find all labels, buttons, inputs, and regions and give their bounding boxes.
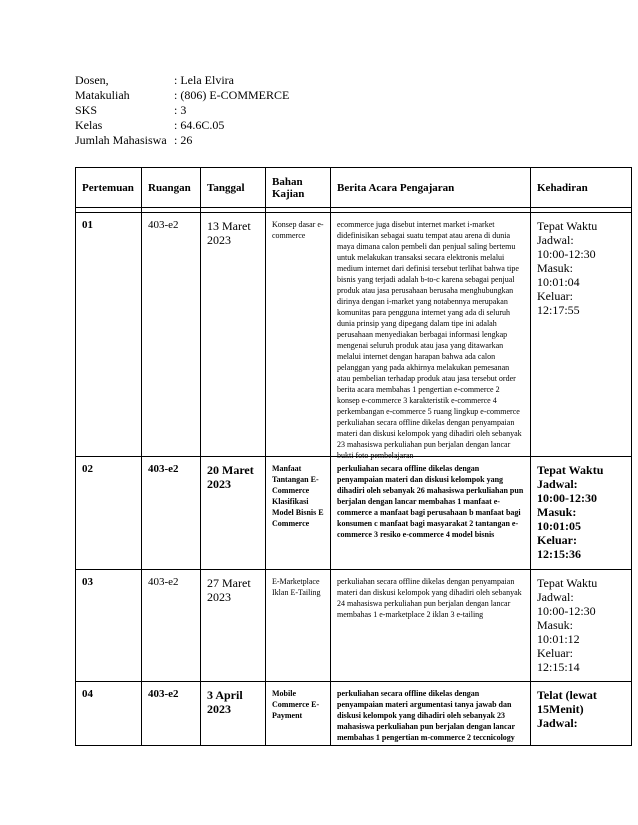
info-value: : 3 xyxy=(174,103,187,117)
attendance-out: 12:17:55 xyxy=(537,303,580,317)
info-row-lecturer xyxy=(75,73,289,88)
cell-room xyxy=(142,457,201,570)
cell-attendance xyxy=(531,457,632,570)
cell-news xyxy=(331,457,531,570)
meeting-number: 03 xyxy=(82,576,93,588)
news: perkuliahan secara offline dikelas dengan penyampaian materi dan diskusi kelompok yang dihadiri oleh sebanyak 26 mahasiswa perkuliahan pun berjalan dengan lancar membahas 1 manfaat e-commerce a manfaat bagi perusahaan b manfaat bagi konsumen c manfaat bagi masyarakat 2 tantangan e-commerce 3 resiko e-commerce 4 model bisnis xyxy=(337,464,524,539)
attendance-schedule: 10:00-12:30 xyxy=(537,604,596,618)
attendance-out-label: Keluar: xyxy=(537,289,573,303)
room: 403-e2 xyxy=(148,688,179,700)
info-label: Jumlah Mahasiswa xyxy=(75,133,167,147)
header-date: Tanggal xyxy=(201,168,266,208)
info-row-students xyxy=(75,133,289,148)
info-value: : (806) E-COMMERCE xyxy=(174,88,290,102)
cell-material xyxy=(266,570,331,682)
room: 403-e2 xyxy=(148,219,179,231)
cell-date xyxy=(201,570,266,682)
attendance-status: Telat (lewat xyxy=(537,688,597,702)
attendance-in-label: Masuk: xyxy=(537,505,577,519)
teaching-journal-table xyxy=(75,167,632,746)
news: perkuliahan secara offline dikelas dengan penyampaian materi argumentasi tanya jawab dan diskusi kelompok yang dihadiri oleh sebanyak 23 mahasiswa perkuliahan pun berjalan dengan lancar membahas 1 pengertian m-commerce 2 teccnicology xyxy=(337,689,515,742)
header-room: Ruangan xyxy=(142,168,201,208)
attendance-schedule-label: Jadwal: xyxy=(537,716,578,730)
attendance xyxy=(531,682,631,732)
attendance-in: 10:01:05 xyxy=(537,519,581,533)
cell-room xyxy=(142,213,201,457)
meeting-number: 02 xyxy=(82,463,93,475)
cell-material xyxy=(266,682,331,746)
cell-room xyxy=(142,570,201,682)
room: 403-e2 xyxy=(148,576,179,588)
info-label: Dosen, xyxy=(75,73,109,87)
attendance-schedule: 10:00-12:30 xyxy=(537,247,596,261)
attendance-in-label: Masuk: xyxy=(537,261,573,275)
attendance-status: Tepat Waktu xyxy=(537,219,598,233)
table-row xyxy=(76,213,632,457)
table-row xyxy=(76,682,632,746)
material: Mobile Commerce E-Payment xyxy=(272,689,320,720)
meeting-number: 04 xyxy=(82,688,93,700)
cell-attendance xyxy=(531,570,632,682)
cell-material xyxy=(266,213,331,457)
attendance-in: 10:01:12 xyxy=(537,632,580,646)
cell-news xyxy=(331,682,531,746)
material: E-Marketplace Iklan E-Tailing xyxy=(272,577,321,597)
attendance-in: 10:01:04 xyxy=(537,275,580,289)
date: 20 Maret 2023 xyxy=(207,463,254,491)
cell-news xyxy=(331,570,531,682)
info-value: : 64.6C.05 xyxy=(174,118,225,132)
info-row-course xyxy=(75,88,289,103)
table-row xyxy=(76,570,632,682)
date: 27 Maret 2023 xyxy=(207,576,251,604)
cell-date xyxy=(201,457,266,570)
attendance-schedule-label: Jadwal: xyxy=(537,477,578,491)
cell-meeting xyxy=(76,570,142,682)
cell-date xyxy=(201,682,266,746)
cell-room xyxy=(142,682,201,746)
info-value: : Lela Elvira xyxy=(174,73,234,87)
attendance xyxy=(531,570,631,676)
attendance-status: Tepat Waktu xyxy=(537,463,604,477)
info-label: Matakuliah xyxy=(75,88,130,102)
material: Manfaat Tantangan E-Commerce Klasifikasi Model Bisnis E Commerce xyxy=(272,464,324,528)
cell-news xyxy=(331,213,531,460)
attendance xyxy=(531,457,631,563)
cell-attendance xyxy=(531,213,632,457)
news: perkuliahan secara offline dikelas dengan penyampaian materi dan diskusi kelompok yang dihadiri oleh sebanyak 24 mahasiswa perkuliahan pun berjalan dengan lancar membahas 1 e-marketplace 2 iklan 3 e-tailing xyxy=(337,577,522,619)
cell-material xyxy=(266,457,331,570)
attendance-schedule-label: Jadwal: xyxy=(537,590,574,604)
attendance xyxy=(531,213,631,319)
info-row-class xyxy=(75,118,289,133)
cell-attendance xyxy=(531,682,632,746)
info-label: Kelas xyxy=(75,118,103,132)
cell-date xyxy=(201,213,266,457)
attendance-schedule-label: Jadwal: xyxy=(537,233,574,247)
room: 403-e2 xyxy=(148,463,179,475)
header-attendance: Kehadiran xyxy=(531,168,632,208)
table-header-row xyxy=(76,168,632,208)
info-value: : 26 xyxy=(174,133,193,147)
header-material: Bahan Kajian xyxy=(266,168,331,208)
table-row xyxy=(76,457,632,570)
attendance-out-label: Keluar: xyxy=(537,646,573,660)
info-label: SKS xyxy=(75,103,98,117)
header-news: Berita Acara Pengajaran xyxy=(331,168,531,208)
news: ecommerce juga disebut internet market i-market didefinisikan sebagai suatu tempat atau arena di dunia maya dimana calon pembeli dan penjual saling bertemu untuk melakukan transaksi secara elektronis melalui medium internet dari definisi tersebut terlihat bahwa tipe bisnis yang terjadi adalah b-to-c karena sebagai penjual produk atau jasa perusahaan berusaha menghubungkan dirinya dengan i-market yang notabennya merupakan komunitas para pengguna internet yang ada di seluruh dunia prinsip yang dipegang dalam tipe ini adalah perusahaan menyediakan berbagai informasi lengkap mengenai seluruh produk atau jasa yang ditawarkan melalui internet dengan harapan bahwa ada calon pelanggan yang pada akhirnya melakukan pemesanan atau pembelian terhadap produk atau jasa tersebut order berita acara membahas 1 pengertian e-commerce 2 konsep e-commerce 3 karakteristik e-commerce 4 perkembangan e-commerce 5 ruang lingkup e-commerce perkuliahan secara offline dikelas dengan penyampaian materi dan diskusi kelompok yang dihadiri oleh sebanyak 23 mahasiswa perkuliahan pun berjalan dengan lancar bukti foto pembelajaran xyxy=(337,220,522,460)
cell-meeting xyxy=(76,457,142,570)
attendance-status-detail: 15Menit) xyxy=(537,702,584,716)
cell-meeting xyxy=(76,682,142,746)
attendance-out-label: Keluar: xyxy=(537,533,577,547)
attendance-schedule: 10:00-12:30 xyxy=(537,491,597,505)
date: 13 Maret 2023 xyxy=(207,219,251,247)
meeting-number: 01 xyxy=(82,219,93,231)
course-info xyxy=(75,73,289,148)
material: Konsep dasar e-commerce xyxy=(272,220,324,240)
attendance-status: Tepat Waktu xyxy=(537,576,598,590)
attendance-out: 12:15:14 xyxy=(537,660,580,674)
info-row-credits xyxy=(75,103,289,118)
attendance-in-label: Masuk: xyxy=(537,618,573,632)
attendance-out: 12:15:36 xyxy=(537,547,581,561)
cell-meeting xyxy=(76,213,142,457)
header-meeting: Pertemuan xyxy=(76,168,142,208)
date: 3 April 2023 xyxy=(207,688,243,716)
